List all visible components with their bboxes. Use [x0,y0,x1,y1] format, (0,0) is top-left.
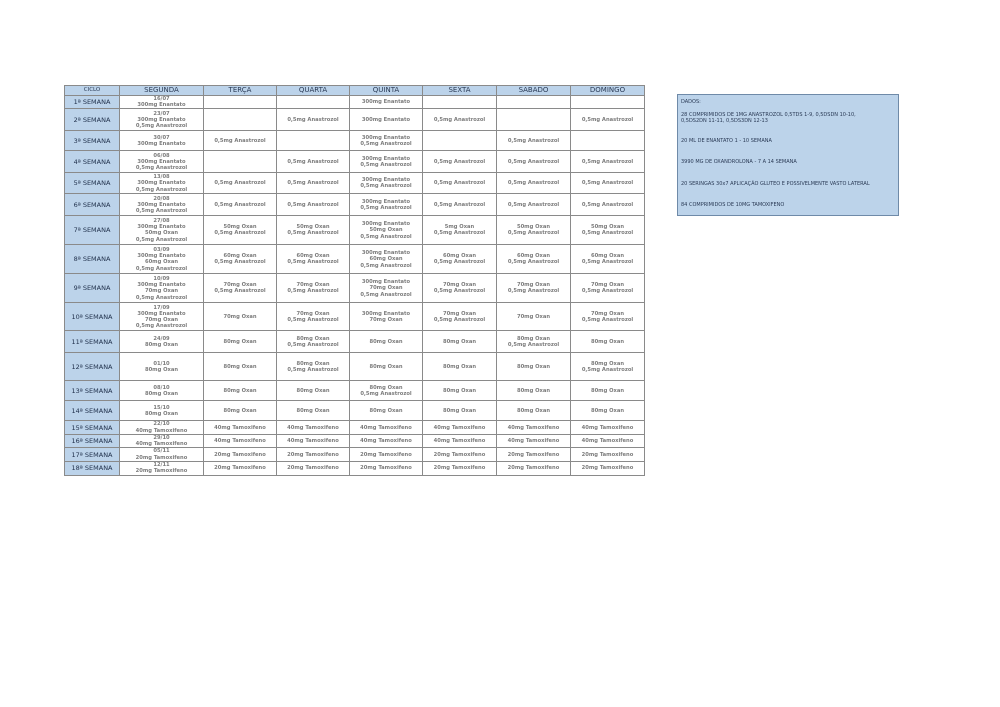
dose-cell: 40mg Tamoxifeno [497,421,571,434]
dose-cell: 300mg Enantato [350,96,423,109]
dose-cell: 50mg Oxan 0,5mg Anastrozol [277,216,350,245]
dose-cell: 80mg Oxan [350,353,423,381]
dose-cell: 40mg Tamoxifeno [497,434,571,447]
table-body [65,96,645,476]
dose-cell: 20mg Tamoxifeno [277,448,350,461]
dose-cell: 20/08 300mg Enantato 0,5mg Anastrozol [120,194,204,216]
dose-cell: 0,5mg Anastrozol [497,151,571,173]
table-row [65,303,645,331]
dose-cell: 06/08 300mg Enantato 0,5mg Anastrozol [120,151,204,173]
dose-cell: 15/10 80mg Oxan [120,401,204,421]
dose-cell: 60mg Oxan 0,5mg Anastrozol [277,245,350,274]
dose-cell: 40mg Tamoxifeno [423,434,497,447]
week-label: 9ª SEMANA [65,274,120,303]
dados-line: 20 ML DE ENANTATO 1 - 10 SEMANA [681,138,772,144]
dose-cell: 0,5mg Anastrozol [423,173,497,194]
dose-cell: 01/10 80mg Oxan [120,353,204,381]
dose-cell: 40mg Tamoxifeno [204,434,277,447]
dose-cell: 20mg Tamoxifeno [423,448,497,461]
dose-cell: 70mg Oxan [497,303,571,331]
dose-cell: 20mg Tamoxifeno [350,448,423,461]
dados-line: 28 COMPRIMIDOS DE 1MG ANASTROZOL 0,5TDS 1-9, 0,5DSDN 10-10, 0,5DS2DN 11-11, 0,5DS3DN 12-13 [681,112,856,124]
dose-cell: 22/10 40mg Tamoxifeno [120,421,204,434]
dose-cell: 70mg Oxan [204,303,277,331]
dose-cell: 80mg Oxan 0,5mg Anastrozol [277,331,350,353]
dose-cell: 0,5mg Anastrozol [204,194,277,216]
dose-cell: 50mg Oxan 0,5mg Anastrozol [204,216,277,245]
dose-cell: 0,5mg Anastrozol [204,173,277,194]
dose-cell: 10/09 300mg Enantato 70mg Oxan 0,5mg Anastrozol [120,274,204,303]
dose-cell: 300mg Enantato 0,5mg Anastrozol [350,131,423,151]
dose-cell: 20mg Tamoxifeno [204,448,277,461]
dose-cell: 0,5mg Anastrozol [571,151,645,173]
dose-cell: 20mg Tamoxifeno [497,448,571,461]
dose-cell: 80mg Oxan [423,381,497,401]
dose-cell: 80mg Oxan [277,381,350,401]
dose-cell: 60mg Oxan 0,5mg Anastrozol [423,245,497,274]
header-day: SEXTA [423,86,497,96]
table-row [65,401,645,421]
dose-cell: 80mg Oxan [423,331,497,353]
dose-cell: 80mg Oxan [204,401,277,421]
dose-cell: 80mg Oxan 0,5mg Anastrozol [497,331,571,353]
dose-cell: 40mg Tamoxifeno [571,421,645,434]
dose-cell: 0,5mg Anastrozol [497,194,571,216]
dose-cell: 0,5mg Anastrozol [277,173,350,194]
dose-cell: 20mg Tamoxifeno [204,461,277,475]
dose-cell: 300mg Enantato 70mg Oxan [350,303,423,331]
dose-cell [277,131,350,151]
table-row [65,194,645,216]
dose-cell: 40mg Tamoxifeno [277,421,350,434]
dose-cell: 12/11 20mg Tamoxifeno [120,461,204,475]
table-row [65,434,645,447]
dose-cell: 80mg Oxan [350,331,423,353]
dose-cell [497,96,571,109]
dose-cell: 20mg Tamoxifeno [571,448,645,461]
dose-cell: 16/07 300mg Enantato [120,96,204,109]
header-day: TERÇA [204,86,277,96]
table-row [65,96,645,109]
table-row [65,461,645,475]
header-ciclo: CICLO [65,86,120,96]
week-label: 16ª SEMANA [65,434,120,447]
dose-cell: 80mg Oxan [497,401,571,421]
dose-cell: 0,5mg Anastrozol [204,131,277,151]
header-day: SABADO [497,86,571,96]
dose-cell [423,96,497,109]
dose-cell: 80mg Oxan [423,401,497,421]
dose-cell [571,131,645,151]
schedule-table [64,85,645,476]
dose-cell: 50mg Oxan 0,5mg Anastrozol [497,216,571,245]
dose-cell: 17/09 300mg Enantato 70mg Oxan 0,5mg Anastrozol [120,303,204,331]
dose-cell: 70mg Oxan 0,5mg Anastrozol [571,303,645,331]
dose-cell [423,131,497,151]
dose-cell [277,96,350,109]
week-label: 7ª SEMANA [65,216,120,245]
table-row [65,274,645,303]
dose-cell: 03/09 300mg Enantato 60mg Oxan 0,5mg Anastrozol [120,245,204,274]
dose-cell: 08/10 80mg Oxan [120,381,204,401]
dose-cell: 300mg Enantato 50mg Oxan 0,5mg Anastrozol [350,216,423,245]
dose-cell: 20mg Tamoxifeno [423,461,497,475]
dose-cell: 0,5mg Anastrozol [277,151,350,173]
dose-cell: 0,5mg Anastrozol [277,109,350,131]
dose-cell: 5mg Oxan 0,5mg Anastrozol [423,216,497,245]
week-label: 1ª SEMANA [65,96,120,109]
dose-cell: 80mg Oxan [571,401,645,421]
week-label: 6ª SEMANA [65,194,120,216]
dose-cell: 40mg Tamoxifeno [350,421,423,434]
dose-cell: 80mg Oxan 0,5mg Anastrozol [571,353,645,381]
dose-cell: 70mg Oxan 0,5mg Anastrozol [204,274,277,303]
dose-cell: 300mg Enantato 0,5mg Anastrozol [350,151,423,173]
dose-cell: 70mg Oxan 0,5mg Anastrozol [277,274,350,303]
dose-cell: 80mg Oxan [497,353,571,381]
week-label: 17ª SEMANA [65,448,120,461]
dose-cell: 20mg Tamoxifeno [277,461,350,475]
table-row [65,331,645,353]
week-label: 15ª SEMANA [65,421,120,434]
dose-cell: 300mg Enantato 0,5mg Anastrozol [350,173,423,194]
dose-cell: 70mg Oxan 0,5mg Anastrozol [277,303,350,331]
dose-cell: 30/07 300mg Enantato [120,131,204,151]
dose-cell: 20mg Tamoxifeno [497,461,571,475]
dose-cell: 0,5mg Anastrozol [571,194,645,216]
dose-cell: 60mg Oxan 0,5mg Anastrozol [204,245,277,274]
dose-cell: 80mg Oxan [571,331,645,353]
week-label: 8ª SEMANA [65,245,120,274]
week-label: 3ª SEMANA [65,131,120,151]
table-row [65,448,645,461]
dose-cell [571,96,645,109]
dose-cell: 40mg Tamoxifeno [571,434,645,447]
dose-cell: 05/11 20mg Tamoxifeno [120,448,204,461]
dose-cell: 24/09 80mg Oxan [120,331,204,353]
table-row [65,353,645,381]
dose-cell [497,109,571,131]
dados-box [677,94,899,216]
dose-cell [204,151,277,173]
dose-cell: 80mg Oxan [204,381,277,401]
header-row [65,86,645,96]
dose-cell: 80mg Oxan [350,401,423,421]
dose-cell: 0,5mg Anastrozol [423,109,497,131]
dose-cell: 23/07 300mg Enantato 0,5mg Anastrozol [120,109,204,131]
dose-cell: 0,5mg Anastrozol [423,194,497,216]
dose-cell: 20mg Tamoxifeno [350,461,423,475]
dose-cell: 300mg Enantato 60mg Oxan 0,5mg Anastrozol [350,245,423,274]
dose-cell: 0,5mg Anastrozol [571,109,645,131]
dose-cell: 20mg Tamoxifeno [571,461,645,475]
dose-cell: 80mg Oxan [204,331,277,353]
dose-cell: 40mg Tamoxifeno [350,434,423,447]
week-label: 10ª SEMANA [65,303,120,331]
dose-cell: 70mg Oxan 0,5mg Anastrozol [497,274,571,303]
dados-line: 3990 MG DE OXANDROLONA - 7 A 14 SEMANA [681,159,797,165]
dose-cell: 80mg Oxan 0,5mg Anastrozol [277,353,350,381]
dose-cell: 0,5mg Anastrozol [423,151,497,173]
dose-cell: 60mg Oxan 0,5mg Anastrozol [571,245,645,274]
table-row [65,173,645,194]
dose-cell: 80mg Oxan 0,5mg Anastrozol [350,381,423,401]
dose-cell: 70mg Oxan 0,5mg Anastrozol [571,274,645,303]
header-day: QUARTA [277,86,350,96]
dose-cell [204,96,277,109]
week-label: 18ª SEMANA [65,461,120,475]
dose-cell: 80mg Oxan [204,353,277,381]
dose-cell: 300mg Enantato [350,109,423,131]
header-day: SEGUNDA [120,86,204,96]
dose-cell [204,109,277,131]
dose-cell: 40mg Tamoxifeno [204,421,277,434]
dose-cell: 80mg Oxan [497,381,571,401]
dose-cell: 0,5mg Anastrozol [497,131,571,151]
week-label: 5ª SEMANA [65,173,120,194]
table-row [65,151,645,173]
dose-cell: 300mg Enantato 0,5mg Anastrozol [350,194,423,216]
dose-cell: 0,5mg Anastrozol [571,173,645,194]
week-label: 11ª SEMANA [65,331,120,353]
week-label: 2ª SEMANA [65,109,120,131]
table-row [65,216,645,245]
header-day: DOMINGO [571,86,645,96]
dose-cell: 70mg Oxan 0,5mg Anastrozol [423,303,497,331]
table-row [65,381,645,401]
dose-cell: 70mg Oxan 0,5mg Anastrozol [423,274,497,303]
dose-cell: 50mg Oxan 0,5mg Anastrozol [571,216,645,245]
dose-cell: 13/08 300mg Enantato 0,5mg Anastrozol [120,173,204,194]
dose-cell: 80mg Oxan [571,381,645,401]
dose-cell: 27/08 300mg Enantato 50mg Oxan 0,5mg Anastrozol [120,216,204,245]
dose-cell: 80mg Oxan [277,401,350,421]
week-label: 13ª SEMANA [65,381,120,401]
table-row [65,421,645,434]
dose-cell: 29/10 40mg Tamoxifeno [120,434,204,447]
header-day: QUINTA [350,86,423,96]
dados-title: DADOS: [681,99,701,105]
dose-cell: 60mg Oxan 0,5mg Anastrozol [497,245,571,274]
week-label: 14ª SEMANA [65,401,120,421]
week-label: 12ª SEMANA [65,353,120,381]
dose-cell: 0,5mg Anastrozol [497,173,571,194]
dados-line: 84 COMPRIMIDOS DE 10MG TAMOXIFENO [681,202,785,208]
table-row [65,245,645,274]
week-label: 4ª SEMANA [65,151,120,173]
dose-cell: 300mg Enantato 70mg Oxan 0,5mg Anastrozol [350,274,423,303]
dose-cell: 80mg Oxan [423,353,497,381]
dose-cell: 40mg Tamoxifeno [423,421,497,434]
dose-cell: 40mg Tamoxifeno [277,434,350,447]
table-row [65,109,645,131]
table-row [65,131,645,151]
dados-line: 20 SERINGAS 30x7 APLICAÇÃO GLUTEO E POSSIVELMENTE VASTO LATERAL [681,181,870,187]
dose-cell: 0,5mg Anastrozol [277,194,350,216]
